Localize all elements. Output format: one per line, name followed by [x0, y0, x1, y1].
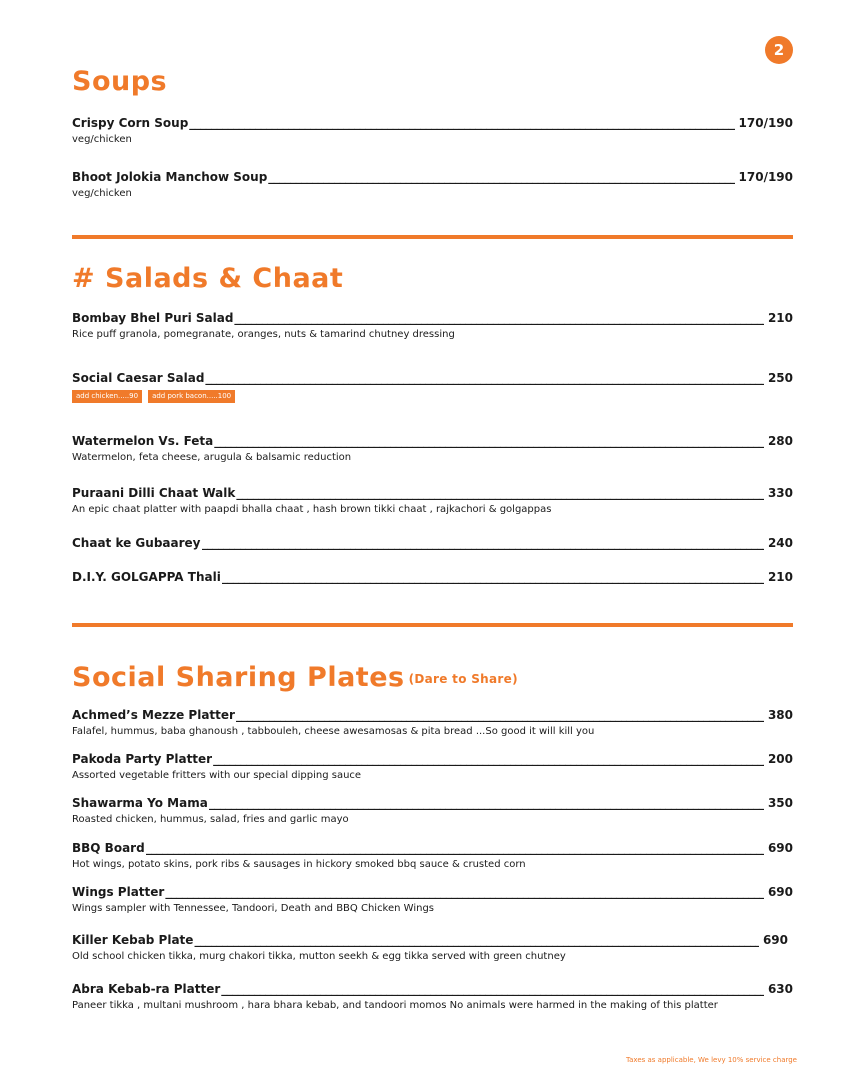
menu-item: [72, 371, 793, 403]
leader-dots: [236, 486, 764, 500]
leader-dots: [268, 170, 734, 184]
menu-item: [72, 170, 793, 200]
item-name: Shawarma Yo Mama: [72, 796, 208, 810]
item-name: Puraani Dilli Chaat Walk: [72, 486, 236, 500]
leader-dots: [214, 434, 764, 448]
item-price: 690: [767, 885, 793, 899]
leader-dots: [221, 982, 764, 996]
item-price: 200: [767, 752, 793, 766]
item-price: 210: [767, 570, 793, 584]
leader-dots: [146, 841, 764, 855]
section-title-soups: Soups: [72, 66, 168, 97]
item-price: 690: [767, 841, 793, 855]
item-price: 330: [767, 486, 793, 500]
item-description: Roasted chicken, hummus, salad, fries and garlic mayo: [72, 814, 349, 825]
item-price: 350: [767, 796, 793, 810]
item-description: veg/chicken: [72, 134, 132, 145]
footer-note: Taxes as applicable, We levy 10% service charge: [626, 1056, 797, 1064]
leader-dots: [189, 116, 734, 130]
menu-item: [72, 486, 793, 516]
item-price: 240: [767, 536, 793, 550]
item-name: Wings Platter: [72, 885, 165, 899]
item-price: 690: [762, 933, 788, 947]
section-divider: [72, 623, 793, 627]
item-price: 210: [767, 311, 793, 325]
menu-item: [72, 434, 793, 464]
item-description: Old school chicken tikka, murg chakori tikka, mutton seekh & egg tikka served with green chutney: [72, 951, 566, 962]
item-name: Chaat ke Gubaarey: [72, 536, 201, 550]
menu-item: [72, 982, 793, 1012]
item-description: Rice puff granola, pomegranate, oranges, nuts & tamarind chutney dressing: [72, 329, 455, 340]
section-title-text: Social Sharing Plates: [72, 662, 405, 693]
menu-item: [72, 885, 793, 915]
section-subtitle: (Dare to Share): [408, 671, 518, 686]
item-price: 630: [767, 982, 793, 996]
item-description: Falafel, hummus, baba ghanoush , tabbouleh, cheese awesamosas & pita bread ...So good it will kill you: [72, 726, 595, 737]
section-divider: [72, 235, 793, 239]
item-name: D.I.Y. GOLGAPPA Thali: [72, 570, 221, 584]
item-description: veg/chicken: [72, 188, 132, 199]
item-name: Pakoda Party Platter: [72, 752, 213, 766]
item-name: Achmed’s Mezze Platter: [72, 708, 235, 722]
add-on-tag: add pork bacon.....100: [148, 390, 235, 403]
leader-dots: [222, 570, 764, 584]
item-price: 250: [767, 371, 793, 385]
item-price: 170/190: [738, 116, 793, 130]
item-price: 380: [767, 708, 793, 722]
section-title-sharing: [72, 664, 518, 691]
page-number-badge: 2: [765, 36, 793, 64]
item-price: 170/190: [738, 170, 793, 184]
menu-item: [72, 841, 793, 871]
menu-item: [72, 311, 793, 341]
leader-dots: [202, 536, 764, 550]
leader-dots: [213, 752, 764, 766]
item-name: BBQ Board: [72, 841, 145, 855]
menu-item: [72, 708, 793, 738]
item-name: Killer Kebab Plate: [72, 933, 194, 947]
leader-dots: [165, 885, 764, 899]
menu-item: [72, 570, 793, 584]
item-name: Bhoot Jolokia Manchow Soup: [72, 170, 268, 184]
item-description: Assorted vegetable fritters with our special dipping sauce: [72, 770, 362, 781]
item-name: Watermelon Vs. Feta: [72, 434, 214, 448]
section-title-salads: # Salads & Chaat: [72, 263, 344, 294]
item-name: Crispy Corn Soup: [72, 116, 189, 130]
item-description: An epic chaat platter with paapdi bhalla chaat , hash brown tikki chaat , rajkachori & golgappas: [72, 504, 552, 515]
leader-dots: [236, 708, 764, 722]
leader-dots: [234, 311, 764, 325]
item-name: Bombay Bhel Puri Salad: [72, 311, 234, 325]
item-name: Social Caesar Salad: [72, 371, 205, 385]
item-description: Hot wings, potato skins, pork ribs & sausages in hickory smoked bbq sauce & crusted corn: [72, 859, 526, 870]
add-on-tags: [72, 390, 793, 403]
item-price: 280: [767, 434, 793, 448]
leader-dots: [205, 371, 764, 385]
item-name: Abra Kebab-ra Platter: [72, 982, 221, 996]
menu-item: [72, 116, 793, 146]
item-description: Watermelon, feta cheese, arugula & balsamic reduction: [72, 452, 352, 463]
item-description: Wings sampler with Tennessee, Tandoori, Death and BBQ Chicken Wings: [72, 903, 435, 914]
menu-item: [72, 752, 793, 782]
menu-item: [72, 536, 793, 550]
menu-item: [72, 796, 793, 826]
item-description: Paneer tikka , multani mushroom , hara bhara kebab, and tandoori momos No animals were harmed in the making of this platter: [72, 1000, 718, 1011]
leader-dots: [194, 933, 759, 947]
leader-dots: [209, 796, 764, 810]
menu-item: [72, 933, 788, 963]
add-on-tag: add chicken.....90: [72, 390, 142, 403]
